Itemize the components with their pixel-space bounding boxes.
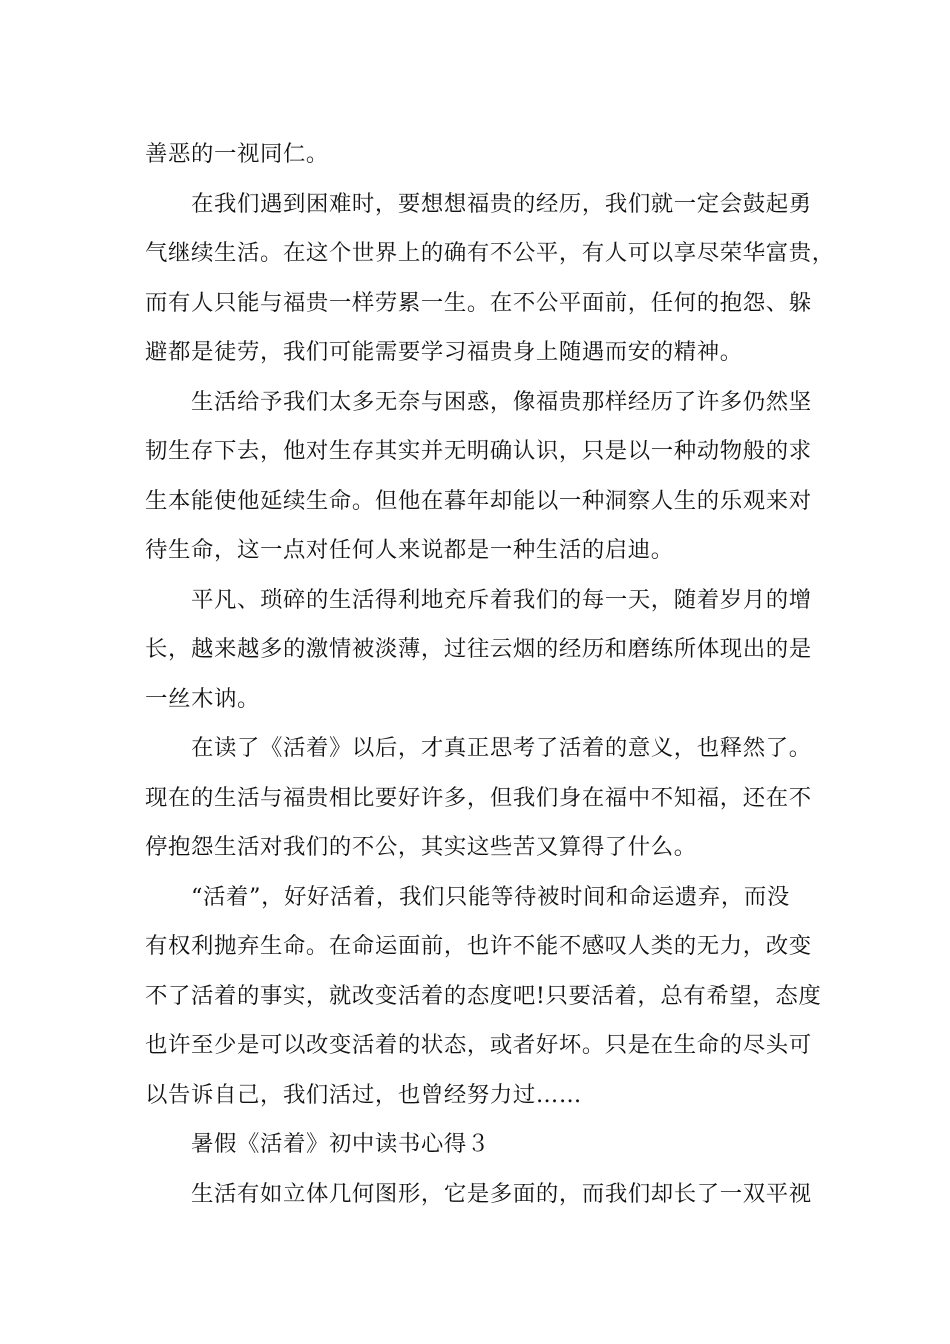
section-heading: 暑假《活着》初中读书心得３ [191, 1131, 490, 1157]
text-line: 有权利抛弃生命。在命运面前，也许不能不感叹人类的无力，改变 [145, 933, 812, 959]
text-line: 生活给予我们太多无奈与困惑，像福贵那样经历了许多仍然坚 [191, 388, 812, 415]
text-line: 长，越来越多的激情被淡薄，过往云烟的经历和磨练所体现出的是 [145, 636, 812, 662]
text-line: 停抱怨生活对我们的不公，其实这些苦又算得了什么。 [145, 834, 697, 860]
text-line: 也许至少是可以改变活着的状态，或者好坏。只是在生命的尽头可 [145, 1032, 812, 1058]
text-line: 生活有如立体几何图形，它是多面的，而我们却长了一双平视 [191, 1180, 812, 1207]
text-line: 韧生存下去，他对生存其实并无明确认识，只是以一种动物般的求 [145, 438, 812, 464]
text-line: 气继续生活。在这个世界上的确有不公平，有人可以享尽荣华富贵， [145, 240, 835, 266]
text-line: 在我们遇到困难时，要想想福贵的经历，我们就一定会鼓起勇 [191, 190, 812, 217]
text-line: “活着”，好好活着，我们只能等待被时间和命运遗弃，而没 [191, 883, 790, 910]
text-line: 待生命，这一点对任何人来说都是一种生活的启迪。 [145, 537, 674, 563]
text-line: 以告诉自己，我们活过，也曾经努力过…… [145, 1081, 582, 1108]
text-line: 一丝木讷。 [145, 685, 260, 712]
text-line: 平凡、琐碎的生活得利地充斥着我们的每一天，随着岁月的增 [191, 586, 812, 613]
text-line: 生本能使他延续生命。但他在暮年却能以一种洞察人生的乐观来对 [145, 487, 812, 514]
text-line: 避都是徒劳，我们可能需要学习福贵身上随遇而安的精神。 [145, 339, 743, 365]
body-text [145, 130, 835, 1219]
text-line: 不了活着的事实，就改变活着的态度吧!只要活着，总有希望，态度 [145, 982, 822, 1009]
text-line: 在读了《活着》以后，才真正思考了活着的意义，也释然了。 [191, 735, 812, 761]
text-line: 而有人只能与福贵一样劳累一生。在不公平面前，任何的抱怨、躲 [145, 289, 812, 316]
text-line: 现在的生活与福贵相比要好许多，但我们身在福中不知福，还在不 [145, 784, 812, 811]
text-line: 善恶的一视同仁。 [145, 141, 329, 167]
